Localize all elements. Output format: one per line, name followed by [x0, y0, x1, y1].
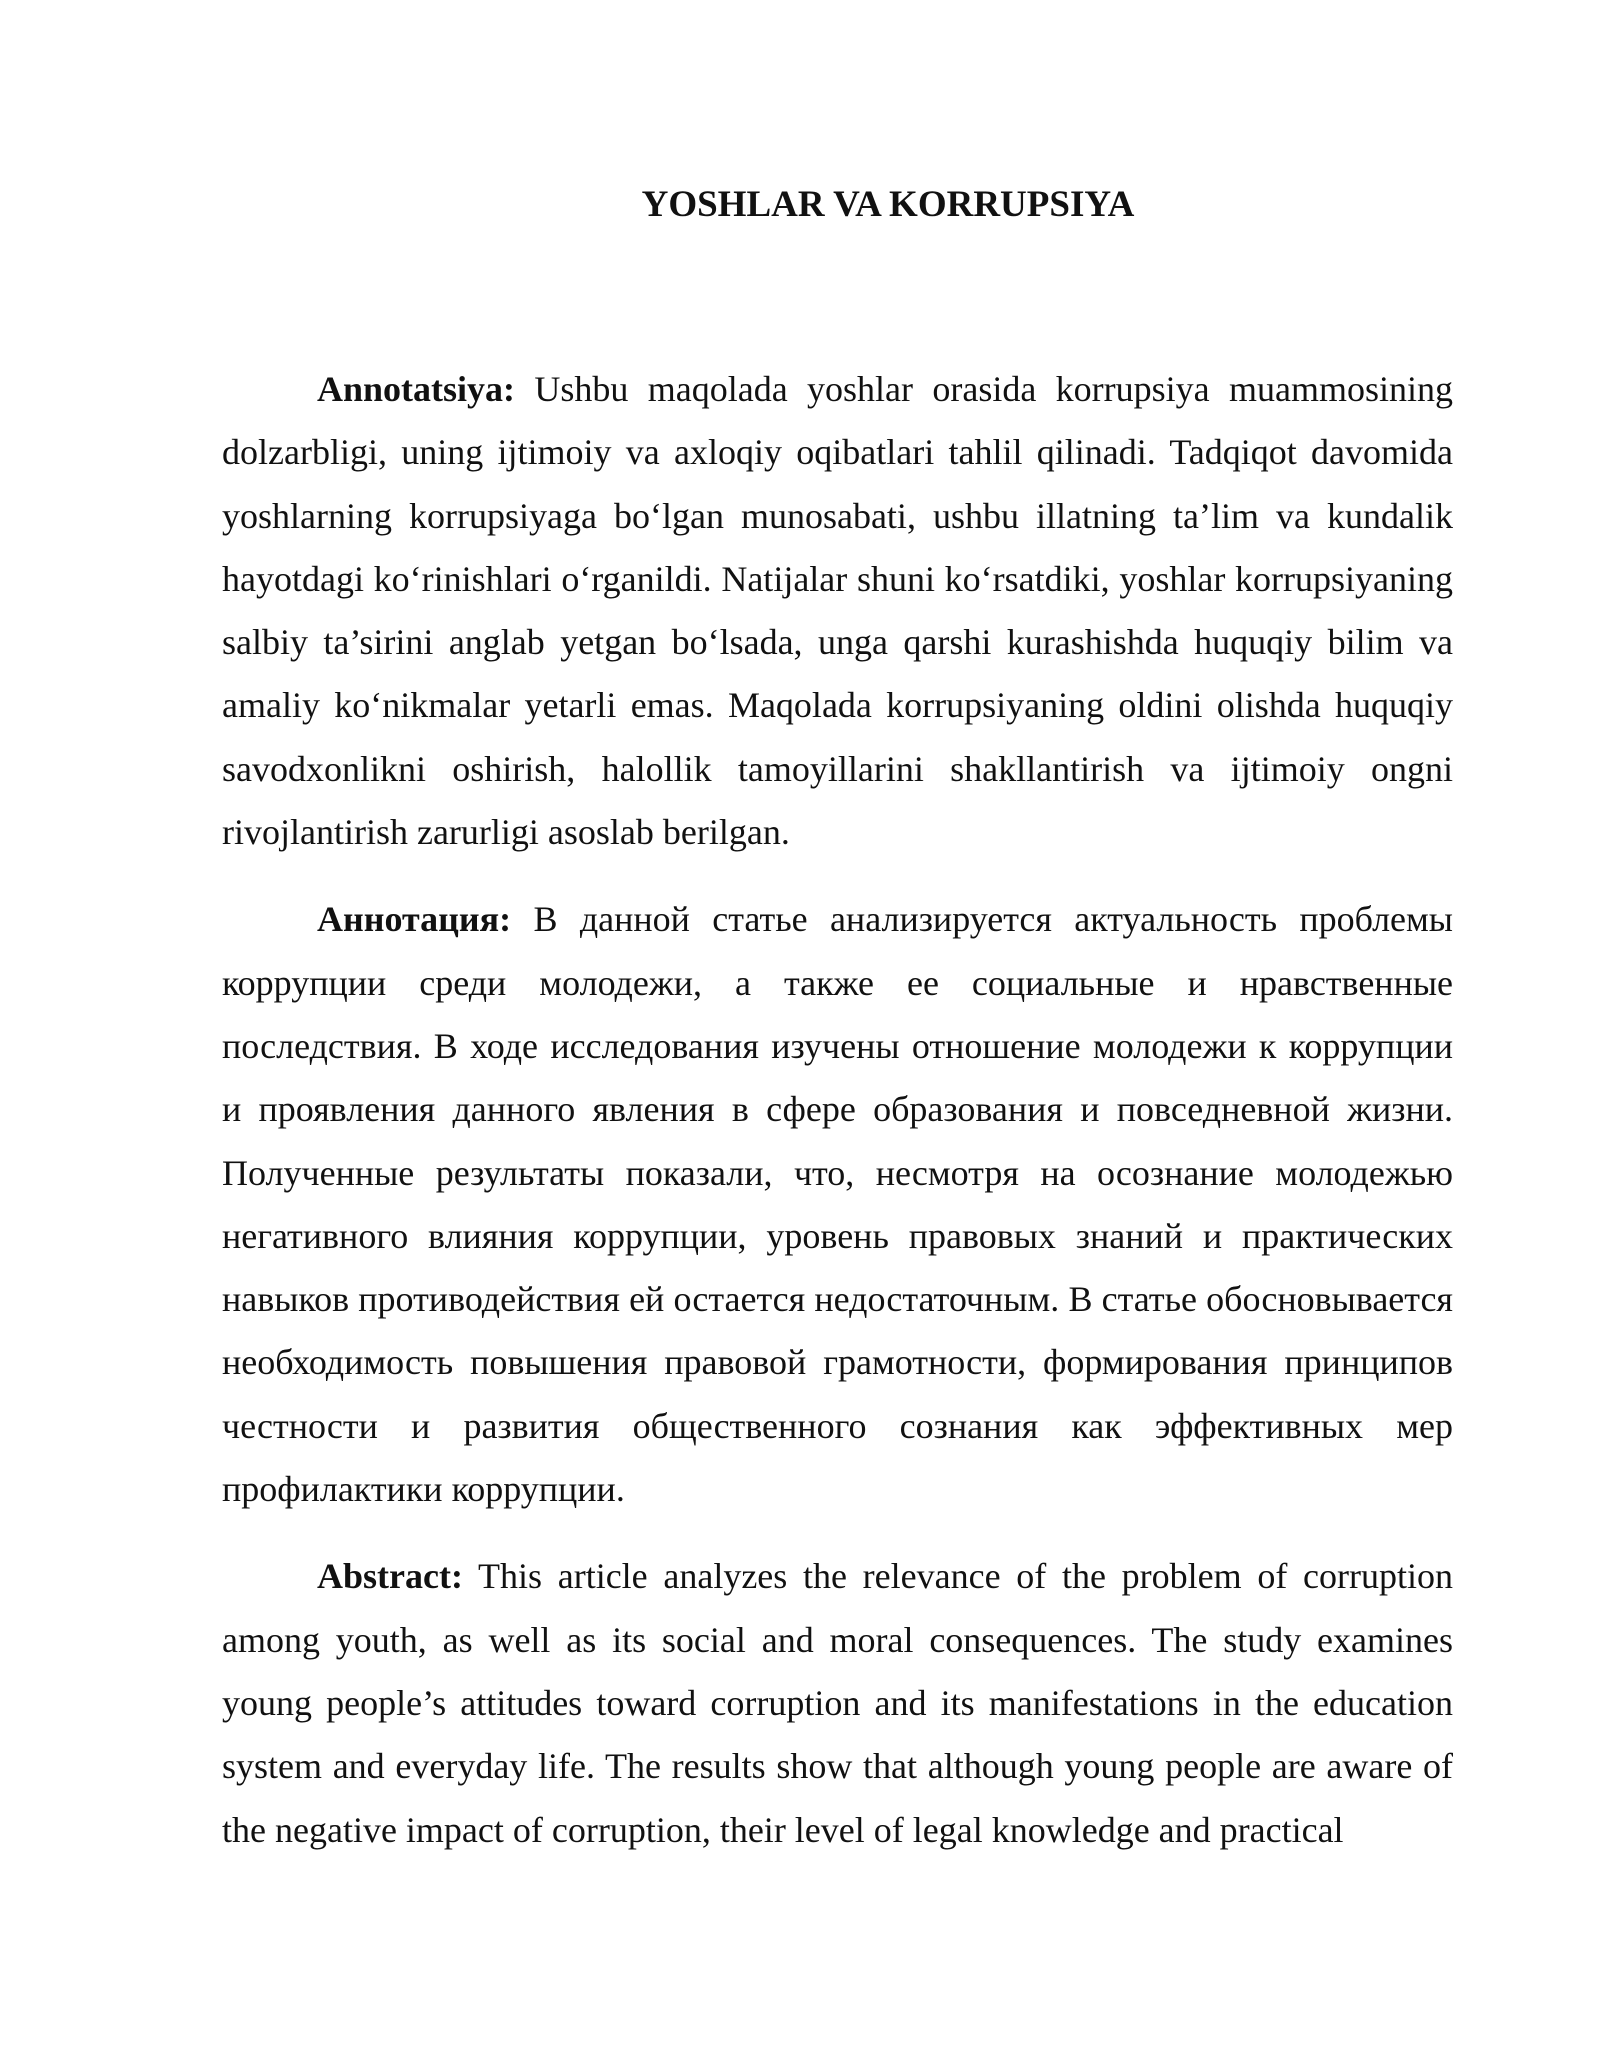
abstract-english [222, 1545, 1453, 1861]
abstract-russian [222, 888, 1453, 1521]
abstract-uzbek-label: Annotatsiya: [317, 369, 516, 409]
abstract-uzbek-text: Ushbu maqolada yoshlar orasida korrupsiya muammosining dolzarbligi, uning ijtimoiy va axloqiy oqibatlari tahlil qilinadi. Tadqiqot davomida yoshlarning korrupsiyaga bo‘lgan munosabati, ushbu illatning ta’lim va kundalik hayotdagi ko‘rinishlari o‘rganildi. Natijalar shuni ko‘rsatdiki, yoshlar korrupsiyaning salbiy ta’sirini anglab yetgan bo‘lsada, unga qarshi kurashishda huquqiy bilim va amaliy ko‘nikmalar yetarli emas. Maqolada korrupsiyaning oldini olishda huquqiy savodxonlikni oshirish, halollik tamoyillarini shakllantirish va ijtimoiy ongni rivojlantirish zarurligi asoslab berilgan. [222, 369, 1453, 853]
abstracts-section [222, 358, 1453, 1886]
abstract-russian-text: В данной статье анализируется актуальность проблемы коррупции среди молодежи, а также ее социальные и нравственные последствия. В ходе исследования изучены отношение молодежи к коррупции и проявления данного явления в сфере образования и повседневной жизни. Полученные результаты показали, что, несмотря на осознание молодежью негативного влияния коррупции, уровень правовых знаний и практических навыков противодействия ей остается недостаточным. В статье обосновывается необходимость повышения правовой грамотности, формирования принципов честности и развития общественного сознания как эффективных мер профилактики коррупции. [222, 899, 1453, 1510]
paper-title: YOSHLAR VA KORRUPSIYA [641, 184, 1135, 225]
abstract-english-label: Abstract: [317, 1556, 463, 1597]
abstract-english-text: This article analyzes the relevance of the problem of corruption among youth, as well as its social and moral consequences. The study examines young people’s attitudes toward corruption and its manifestations in the education system and everyday life. The results show that although young people are aware of the negative impact of corruption, their level of legal knowledge and practical [222, 1556, 1453, 1850]
abstract-uzbek [222, 358, 1453, 864]
abstract-russian-label: Аннотация: [317, 899, 512, 940]
